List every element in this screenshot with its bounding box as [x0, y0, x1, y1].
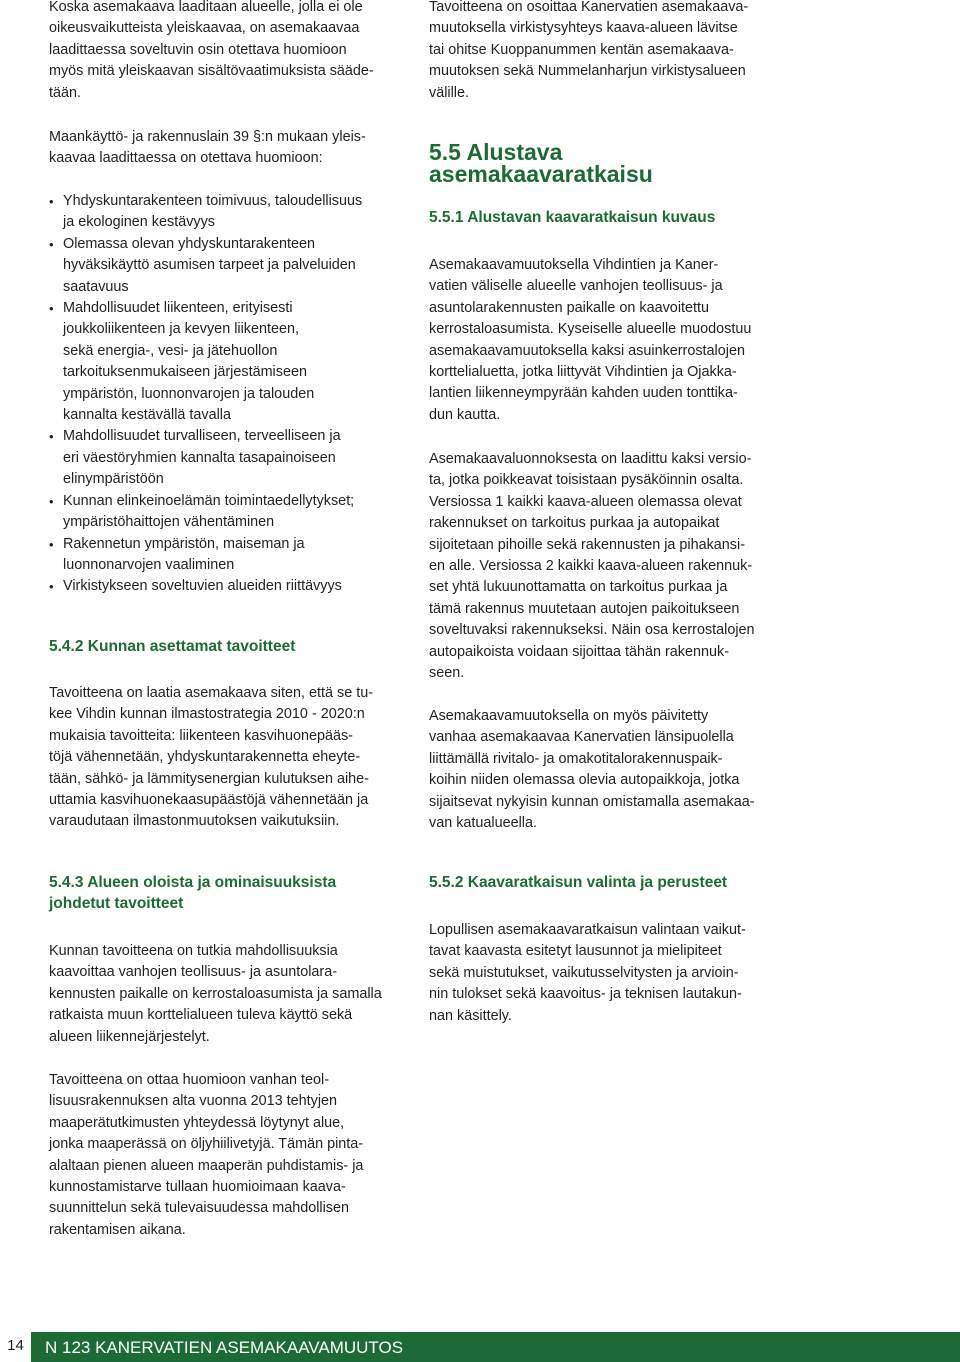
- paragraph-5-5-1-c: Asemakaavamuutoksella on myös päivitetty vanhaa asemakaavaa Kanervatien länsipuolella liittämällä rivitalo- ja omakotitalorakennuspaik- koihin niiden olemassa olevia autopaikkoja, jotka sijaitsevat nykyisin kunnan omistamalla asemakaa- van katualueella.: [429, 708, 755, 832]
- heading-5-5-1: 5.5.1 Alustavan kaavaratkaisun kuvaus: [429, 209, 716, 226]
- footer-bar: [31, 1332, 960, 1362]
- paragraph-5-5-1-b: Asemakaavaluonnoksesta on laadittu kaksi versio- ta, jotka poikkeavat toisistaan pysäköinnin osalta. Versiossa 1 kaikki kaava-alueen olemassa olevat rakennukset on tarkoitus purkaa ja autopaikat sijoitetaan pihoille sekä rakennusten ja pihakansi- en alle. Versiossa 2 kaikki kaava-alueen rakennuk- set yhtä lukuunottamatta on tarkoitus purkaa ja tämä rakennus muutetaan autojen paikoitukseen soveltuvaksi rakennukseksi. Näin osa kerrostalojen autopaikoista voidaan sijoittaa tähän rakennuk- seen.: [429, 451, 755, 682]
- heading-5-4-3: 5.4.3 Alueen oloista ja ominaisuuksista johdetut tavoitteet: [49, 874, 337, 912]
- paragraph-recreation-link: Tavoitteena on osoittaa Kanervatien asemakaava- muutoksella virkistysyhteys kaava-alueen lävitse tai ohitse Kuoppanummen kentän asemakaava- muutoksen sekä Nummelanharjun virkistysalueen välille.: [429, 0, 749, 101]
- heading-5-5: 5.5 Alustava asemakaavaratkaisu: [429, 139, 653, 187]
- paragraph-5-4-3-b: Tavoitteena on ottaa huomioon vanhan teol- lisuusrakennuksen alta vuonna 2013 tehtyjen maaperätutkimusten yhteydessä löytynyt alue, jonka maaperässä on öljyhiilivetyjä. Tämän pinta- alaltaan pienen alueen maaperän puhdistamis- ja kunnostamistarve tullaan huomioimaan kaava- suunnittelun sekä tulevaisuudessa mahdollisen rakentamisen aikana.: [49, 1072, 364, 1238]
- list-item: • Mahdollisuudet liikenteen, erityisesti joukkoliikenteen ja kevyen liikenteen, sekä energia-, vesi- ja jätehuollon tarkoituksenmukaiseen järjestämiseen ympäristön, luonnonvarojen ja talouden kannalta kestävällä tavalla: [49, 298, 394, 426]
- list-item: • Yhdyskuntarakenteen toimivuus, taloudellisuus ja ekologinen kestävyys: [49, 191, 394, 234]
- paragraph-mrl-39: Maankäyttö- ja rakennuslain 39 §:n mukaan yleis- kaavaa laadittaessa on otettava huomioon:: [49, 129, 366, 167]
- page-number: 14: [7, 1337, 24, 1354]
- heading-5-5-2: 5.5.2 Kaavaratkaisun valinta ja perusteet: [429, 874, 728, 891]
- list-item: • Olemassa olevan yhdyskuntarakenteen hyväksikäyttö asumisen tarpeet ja palveluiden saatavuus: [49, 234, 394, 298]
- requirements-list: [49, 191, 394, 598]
- list-item: • Kunnan elinkeinoelämän toimintaedellytykset; ympäristöhaittojen vähentäminen: [49, 491, 394, 534]
- heading-5-4-2: 5.4.2 Kunnan asettamat tavoitteet: [49, 638, 296, 655]
- list-item: • Virkistykseen soveltuvien alueiden riittävyys: [49, 576, 394, 597]
- footer-title: N 123 KANERVATIEN ASEMAKAAVAMUUTOS: [45, 1338, 404, 1357]
- paragraph-5-5-2: Lopullisen asemakaavaratkaisun valintaan vaikut- tavat kaavasta esitetyt lausunnot ja mielipiteet sekä muistutukset, vaikutusselvitysten ja arvioin- nin tulokset sekä kaavoitus- ja teknisen lautakun- nan käsittely.: [429, 922, 746, 1024]
- paragraph-intro: Koska asemakaava laaditaan alueelle, jolla ei ole oikeusvaikutteista yleiskaavaa, on asemakaavaa laadittaessa soveltuvin osin otettava huomioon myös mitä yleiskaavan sisältövaatimuksista sääde- tään.: [49, 0, 374, 101]
- list-item: • Mahdollisuudet turvalliseen, terveelliseen ja eri väestöryhmien kannalta tasapainoiseen elinympäristöön: [49, 426, 394, 490]
- paragraph-5-4-3-a: Kunnan tavoitteena on tutkia mahdollisuuksia kaavoittaa vanhojen teollisuus- ja asuntolara- kennusten paikalle on kerrostaloasumista ja samalla ratkaista muun korttelialueen tuleva käyttö sekä alueen liikennejärjestelyt.: [49, 943, 382, 1045]
- paragraph-5-5-1-a: Asemakaavamuutoksella Vihdintien ja Kaner- vatien väliselle alueelle vanhojen teollisuus- ja asuntolarakennusten paikalle on kaavoitettu kerrostaloasumista. Kyseiselle alueelle muodostuu asemakaavamuutoksella kaksi asuinkerrostalojen korttelialuetta, jotka liittyvät Vihdintien ja Ojakka- lantien liikenneympyrään kahden uuden tonttika- dun kautta.: [429, 257, 752, 423]
- list-item: • Rakennetun ympäristön, maiseman ja luonnonarvojen vaaliminen: [49, 534, 394, 577]
- paragraph-5-4-2: Tavoitteena on laatia asemakaava siten, että se tu- kee Vihdin kunnan ilmastostrategia 2010 - 2020:n mukaisia tavoitteita: liikenteen kasvihuonepääs- töjä vähennetään, yhdyskuntarakennetta eheyte- tään, sähkö- ja lämmitysenergian kulutuksen aihe- uttamia kasvihuonekaasupäästöjä vähennetään ja varaudutaan ilmastonmuutoksen vaikutuksiin.: [49, 685, 373, 830]
